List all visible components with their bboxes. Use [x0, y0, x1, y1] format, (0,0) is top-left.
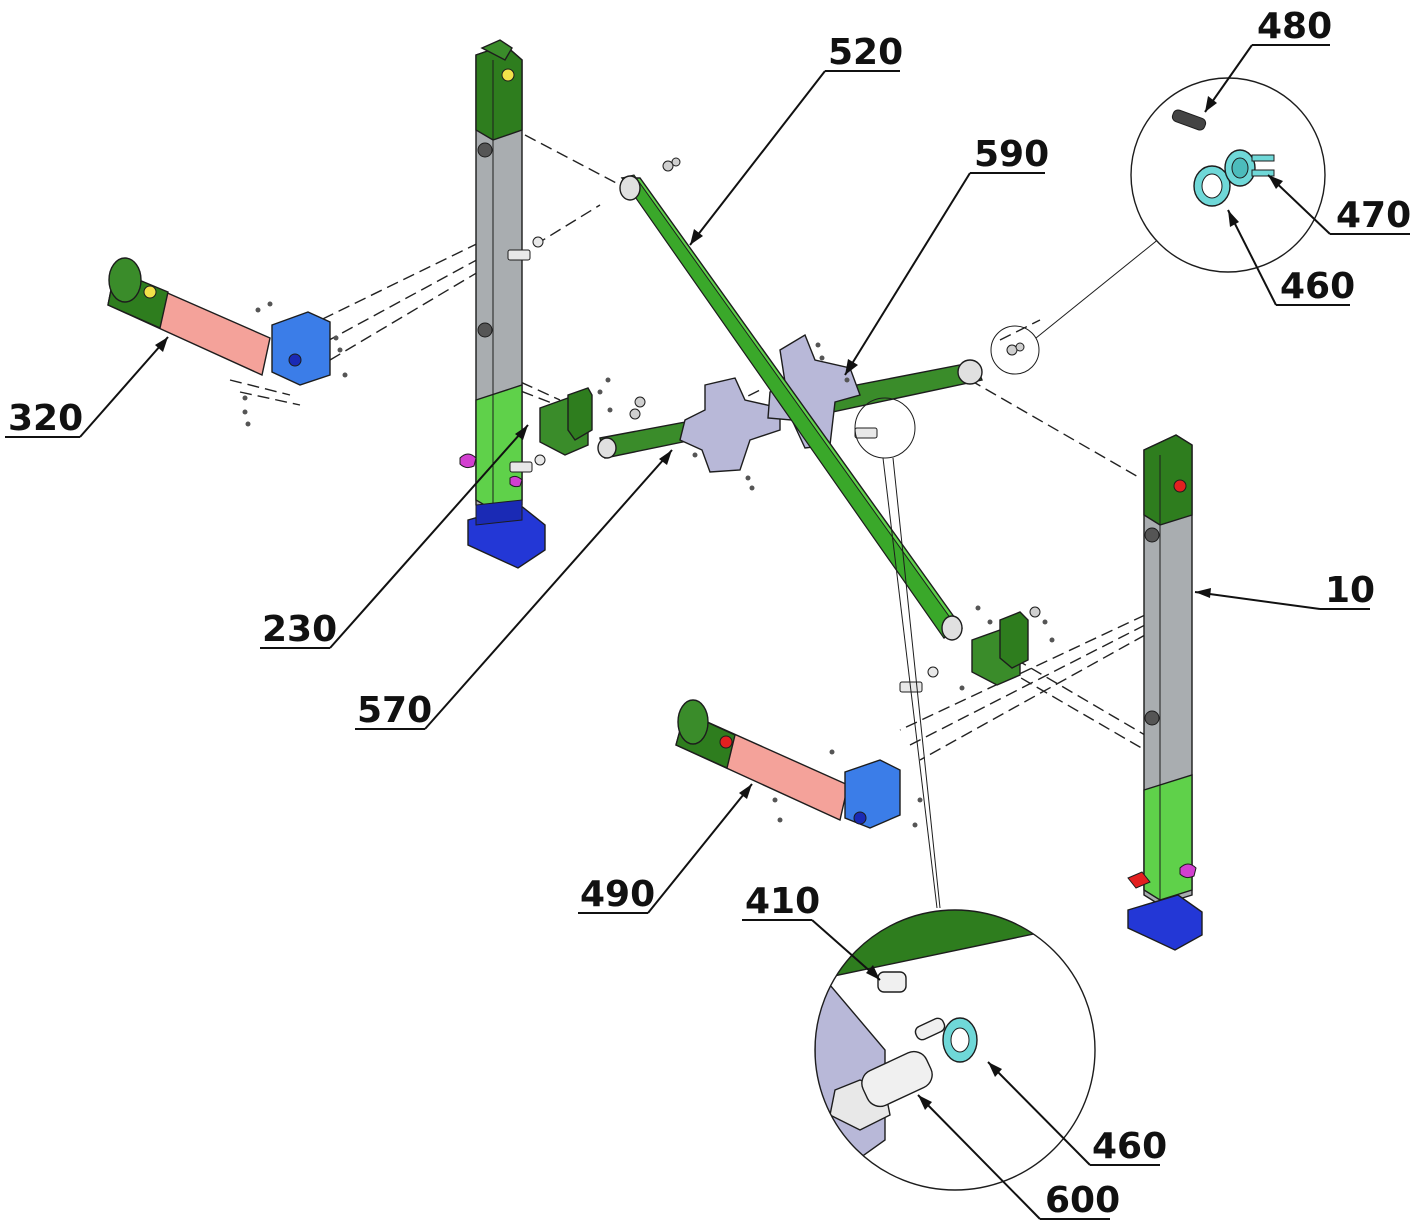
- beam-520: [620, 175, 962, 640]
- detail-view-top: [1131, 78, 1325, 272]
- callout-590: [845, 134, 1049, 375]
- callout-320: [5, 337, 168, 439]
- left-post: [460, 40, 545, 568]
- callout-label-570: 570: [357, 690, 433, 731]
- callout-label-460-bottom: 460: [1092, 1126, 1168, 1167]
- callout-520: [690, 32, 903, 245]
- bracket-right: [972, 612, 1028, 685]
- callout-10: [1195, 570, 1375, 611]
- arm-490: [676, 700, 900, 828]
- hidden-lines: [230, 135, 1195, 1045]
- callout-label-460-top: 460: [1280, 266, 1356, 307]
- callout-label-490: 490: [580, 874, 656, 915]
- callout-label-470: 470: [1336, 195, 1412, 236]
- callout-490: [578, 784, 752, 915]
- callout-label-320: 320: [8, 398, 84, 439]
- callout-label-600: 600: [1045, 1180, 1121, 1221]
- arm-570: [598, 378, 780, 472]
- callout-label-590: 590: [974, 134, 1050, 175]
- callout-label-480: 480: [1257, 6, 1333, 47]
- callout-label-520: 520: [828, 32, 904, 73]
- callout-label-230: 230: [262, 609, 338, 650]
- detail-view-bottom: [815, 900, 1100, 1190]
- bracket-230: [540, 388, 592, 455]
- callout-label-10: 10: [1325, 570, 1376, 611]
- right-post: [1128, 435, 1202, 950]
- callout-label-410: 410: [745, 881, 821, 922]
